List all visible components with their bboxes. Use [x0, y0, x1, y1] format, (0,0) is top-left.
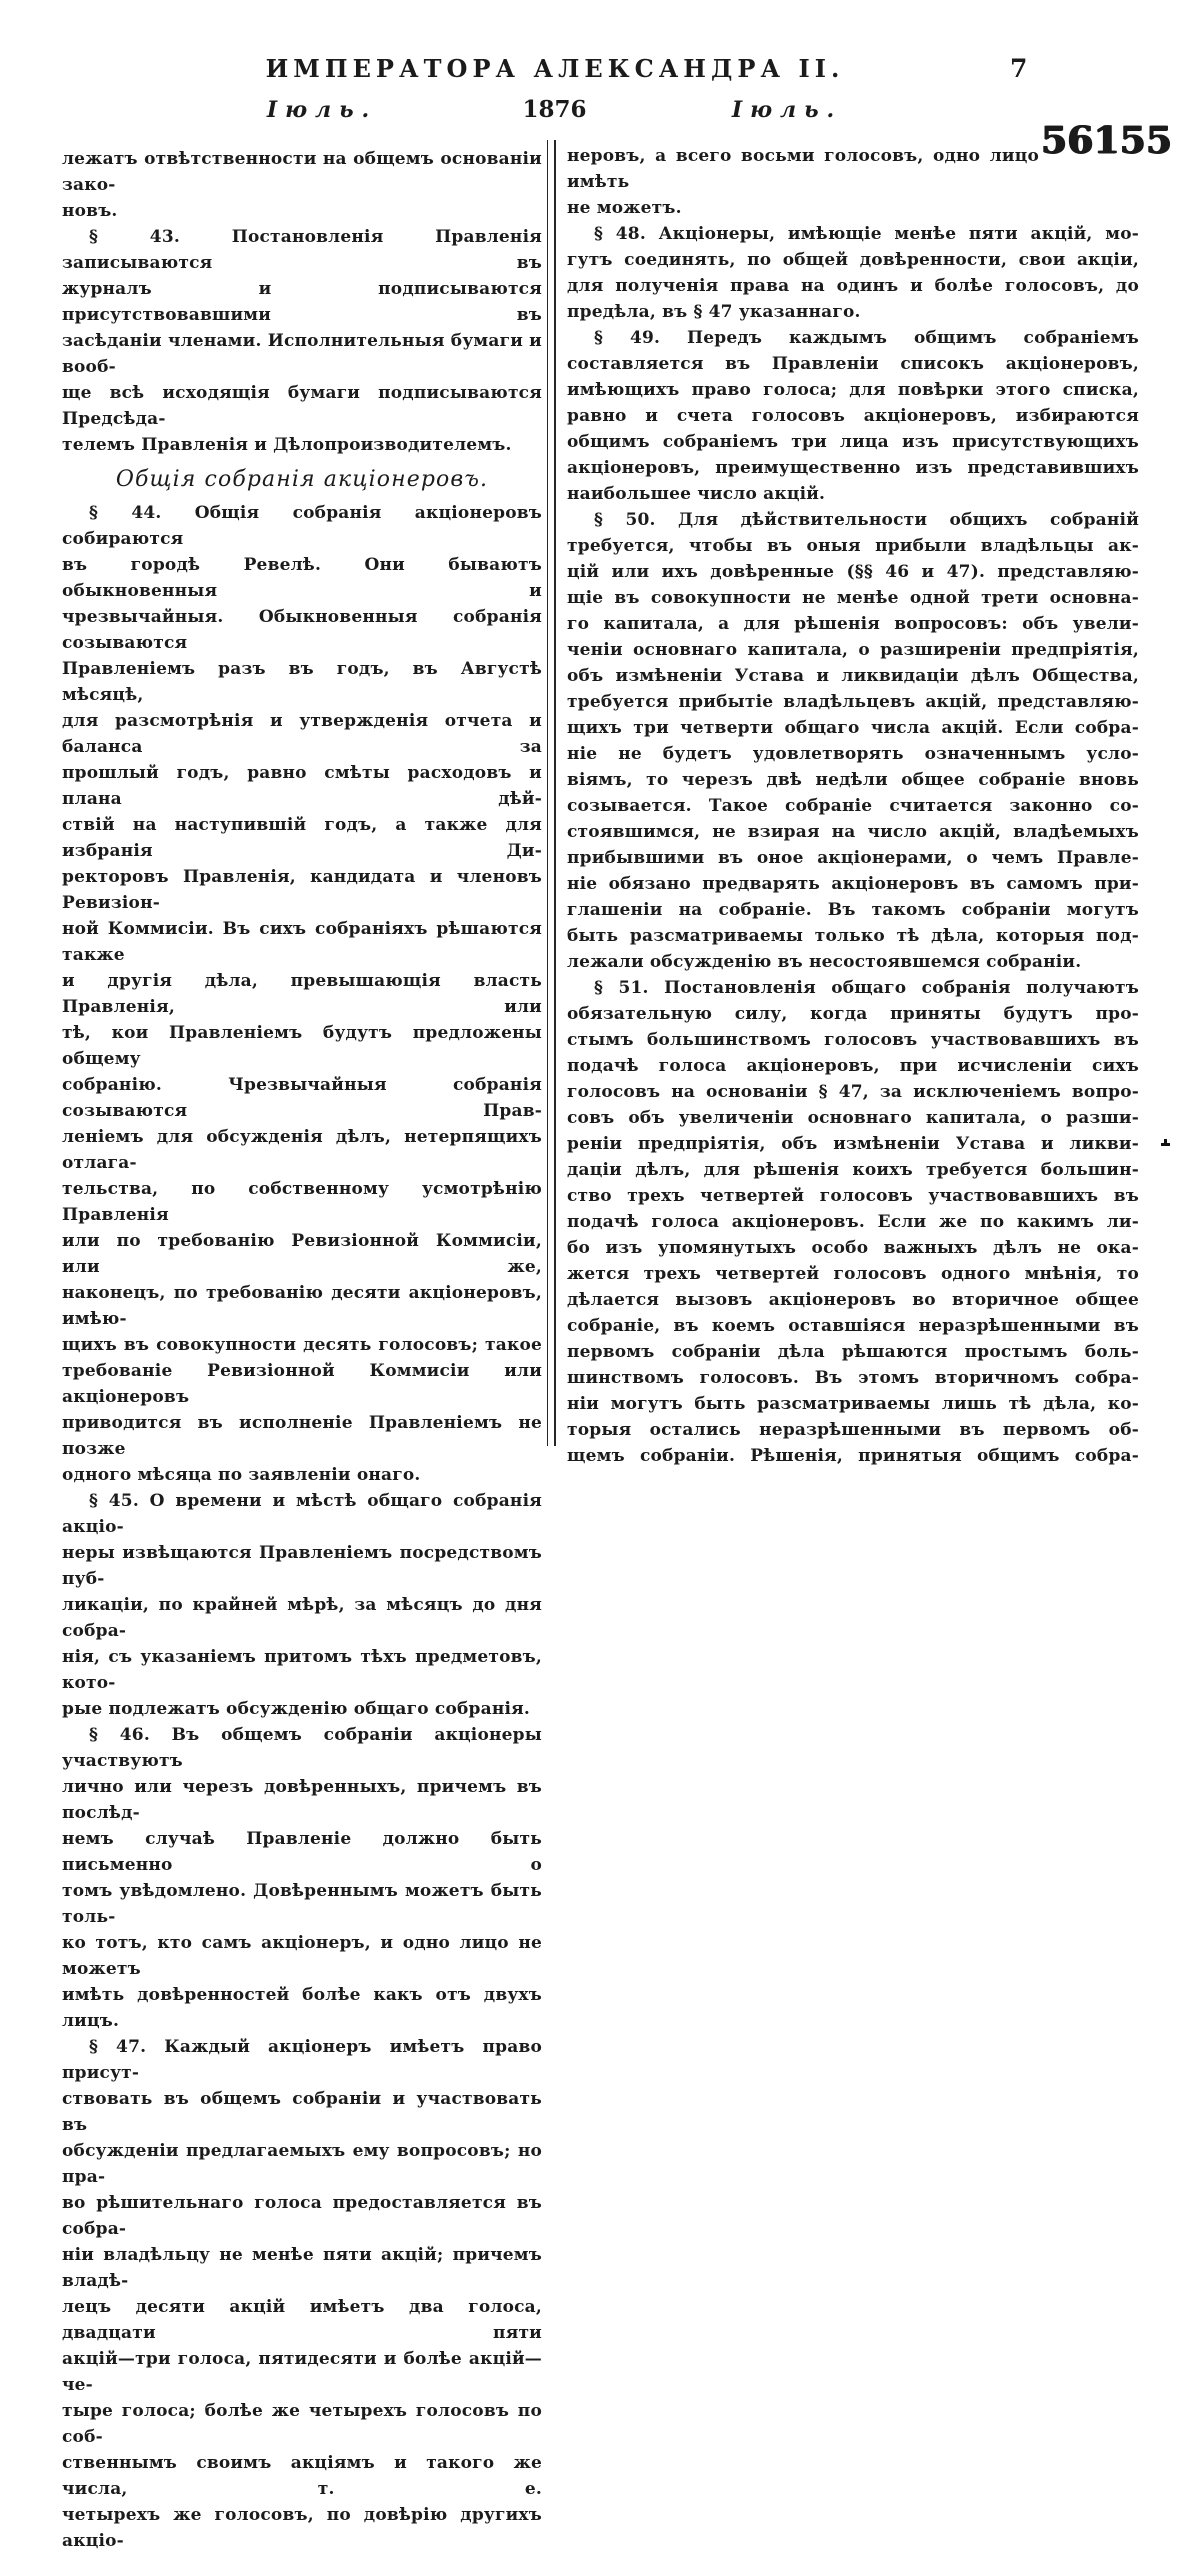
left-column — [62, 146, 542, 2551]
text-line: быть разсматриваемы только тѣ дѣла, которыя под- — [567, 926, 1139, 946]
text-line: § 45. О времени и мѣстѣ общаго собранія акціо- — [62, 1491, 542, 1537]
text-line: въ городѣ Ревелѣ. Они бываютъ обыкновенныя и — [62, 555, 542, 601]
text-line: журналъ и подписываются присутствовавшими въ — [62, 279, 542, 325]
text-line: Правленіемъ разъ въ годъ, въ Августѣ мѣсяцѣ, — [62, 659, 542, 705]
text-line: ной Коммисіи. Въ сихъ собраніяхъ рѣшаются также — [62, 919, 542, 965]
text-line: подачѣ голоса акціонеровъ. Если же по какимъ ли- — [567, 1212, 1139, 1232]
text-line: для полученія права на одинъ и болѣе голосовъ, до — [567, 276, 1139, 296]
stamp-number: 56155 — [1041, 118, 1173, 162]
text-line: ніе не будетъ удовлетворять означеннымъ усло- — [567, 744, 1139, 764]
text-line: ще всѣ исходящія бумаги подписываются Предсѣда- — [62, 383, 542, 429]
text-line: новъ. — [62, 201, 118, 221]
text-line: ко тотъ, кто самъ акціонеръ, и одно лицо не можетъ — [62, 1933, 542, 1979]
text-line: стоявшимся, не взирая на число акцій, владѣемыхъ — [567, 822, 1139, 842]
text-line: общимъ собраніемъ три лица изъ присутствующихъ — [567, 432, 1139, 452]
text-line: собраніе, въ коемъ оставшіяся неразрѣшенными въ — [567, 1316, 1139, 1336]
text-line: имѣющихъ право голоса; для повѣрки этого списка, — [567, 380, 1139, 400]
text-line: ликаціи, по крайней мѣрѣ, за мѣсяцъ до дня собра- — [62, 1595, 542, 1641]
text-line: цій или ихъ довѣренные (§§ 46 и 47). представляю- — [567, 562, 1139, 582]
text-line: § 44. Общія собранія акціонеровъ собираются — [62, 503, 542, 549]
text-line: щіе въ совокупности не менѣе одной трети основна- — [567, 588, 1139, 608]
right-column — [567, 143, 1139, 1466]
ink-speck — [1161, 1143, 1170, 1146]
text-line: торыя остались неразрѣшенными въ первомъ об- — [567, 1420, 1139, 1440]
text-line: бо изъ упомянутыхъ особо важныхъ дѣлъ не ока- — [567, 1238, 1139, 1258]
text-line: одного мѣсяца по заявленіи онаго. — [62, 1465, 421, 1485]
text-line: § 48. Акціонеры, имѣющіе менѣе пяти акцій, мо- — [594, 224, 1139, 244]
text-line: § 43. Постановленія Правленія записываются въ — [62, 227, 542, 273]
text-line: объ измѣненіи Устава и ликвидаціи дѣлъ Общества, — [567, 666, 1139, 686]
text-line: ніи владѣльцу не менѣе пяти акцій; причемъ владѣ- — [62, 2245, 542, 2291]
text-line: требуется прибытіе владѣльцевъ акцій, представляю- — [567, 692, 1139, 712]
text-line: не можетъ. — [567, 198, 682, 218]
text-line: голосовъ на основаніи § 47, за исключеніемъ вопро- — [567, 1082, 1139, 1102]
text-line: наконецъ, по требованію десяти акціонеровъ, имѣю- — [62, 1283, 542, 1329]
running-head-month-left: Іюль. — [266, 97, 378, 123]
text-line: щемъ собраніи. Рѣшенія, принятыя общимъ собра- — [567, 1446, 1139, 1466]
text-line: для разсмотрѣнія и утвержденія отчета и баланса за — [62, 711, 542, 757]
text-line: акціонеровъ, преимущественно изъ представившихъ — [567, 458, 1139, 478]
text-line: прибывшими въ оное акціонерами, о чемъ Правле- — [567, 848, 1139, 868]
text-line: тельства, по собственному усмотрѣнію Правленія — [62, 1179, 542, 1225]
text-line: віямъ, то черезъ двѣ недѣли общее собраніе вновь — [567, 770, 1139, 790]
text-line: § 50. Для дѣйствительности общихъ собраній — [594, 510, 1139, 530]
text-line: лецъ десяти акцій имѣетъ два голоса, двадцати пяти — [62, 2297, 542, 2343]
text-line: лежатъ отвѣтственности на общемъ основаніи зако- — [62, 149, 542, 195]
text-line: приводится въ исполненіе Правленіемъ не позже — [62, 1413, 542, 1459]
text-line: четырехъ же голосовъ, по довѣрію другихъ акціо- — [62, 2505, 542, 2551]
text-line: тыре голоса; болѣе же четырехъ голосовъ по соб- — [62, 2401, 542, 2447]
text-line: ніи могутъ быть разсматриваемы лишь тѣ дѣла, ко- — [567, 1394, 1139, 1414]
page-title: ИМПЕРАТОРА АЛЕКСАНДРА II. — [265, 54, 845, 83]
text-line: глашеніи на собраніе. Въ такомъ собраніи могутъ — [567, 900, 1139, 920]
text-line: лежали обсужденію въ несостоявшемся собраніи. — [567, 952, 1082, 972]
text-line: акцій—три голоса, пятидесяти и болѣе акцій—че- — [62, 2349, 542, 2395]
text-line: стымъ большинствомъ голосовъ участвовавшихъ въ — [567, 1030, 1139, 1050]
text-line: подачѣ голоса акціонеровъ, при исчисленіи сихъ — [567, 1056, 1139, 1076]
text-line: § 46. Въ общемъ собраніи акціонеры участвуютъ — [62, 1725, 542, 1771]
text-line: созывается. Такое собраніе считается законно со- — [567, 796, 1139, 816]
text-line: § 49. Передъ каждымъ общимъ собраніемъ — [594, 328, 1139, 348]
column-divider-rule — [547, 140, 556, 1446]
text-line: немъ случаѣ Правленіе должно быть письменно о — [62, 1829, 542, 1875]
text-line: рые подлежатъ обсужденію общаго собранія. — [62, 1699, 530, 1719]
text-line: совъ объ увеличеніи основнаго капитала, о разши- — [567, 1108, 1139, 1128]
text-line: чрезвычайныя. Обыкновенныя собранія созываются — [62, 607, 542, 653]
text-line: ствій на наступившій годъ, а также для избранія Ди- — [62, 815, 542, 861]
text-line: дѣлается вызовъ акціонеровъ во вторичное общее — [567, 1290, 1139, 1310]
text-line: тѣ, кои Правленіемъ будутъ предложены общему — [62, 1023, 542, 1069]
text-line: щихъ три четверти общаго числа акцій. Если собра- — [567, 718, 1139, 738]
text-line: предѣла, въ § 47 указаннаго. — [567, 302, 861, 322]
text-line: ствовать въ общемъ собраніи и участвовать въ — [62, 2089, 542, 2135]
text-line: щихъ въ совокупности десять голосовъ; такое — [62, 1335, 542, 1355]
running-head-year: 1876 — [522, 96, 587, 123]
text-line: лично или черезъ довѣренныхъ, причемъ въ послѣд- — [62, 1777, 542, 1823]
text-line: требуется, чтобы въ оныя прибыли владѣльцы ак- — [567, 536, 1139, 556]
running-head-month-right: Іюль. — [731, 97, 843, 123]
text-line: равно и счета голосовъ акціонеровъ, избираются — [567, 406, 1139, 426]
text-line: требованіе Ревизіонной Коммисіи или акціонеровъ — [62, 1361, 542, 1407]
text-line: обсужденіи предлагаемыхъ ему вопросовъ; но пра- — [62, 2141, 542, 2187]
text-line: обязательную силу, когда приняты будутъ про- — [567, 1004, 1139, 1024]
text-line: ченіи основнаго капитала, о разширеніи предпріятія, — [567, 640, 1139, 660]
text-line: телемъ Правленія и Дѣлопроизводителемъ. — [62, 435, 512, 455]
text-line: составляется въ Правленіи списокъ акціонеровъ, — [567, 354, 1139, 374]
text-line: шинствомъ голосовъ. Въ этомъ вторичномъ собра- — [567, 1368, 1139, 1388]
text-line: нія, съ указаніемъ притомъ тѣхъ предметовъ, кото- — [62, 1647, 542, 1693]
text-line: § 51. Постановленія общаго собранія получаютъ — [594, 978, 1139, 998]
text-line: ство трехъ четвертей голосовъ участвовавшихъ въ — [567, 1186, 1139, 1206]
text-line: и другія дѣла, превышающія власть Правленія, или — [62, 971, 542, 1017]
text-line: леніемъ для обсужденія дѣлъ, нетерпящихъ отлага- — [62, 1127, 542, 1173]
text-line: первомъ собраніи дѣла рѣшаются простымъ боль- — [567, 1342, 1139, 1362]
text-line: ственнымъ своимъ акціямъ и такого же числа, т. е. — [62, 2453, 542, 2499]
text-line: наибольшее число акцій. — [567, 484, 826, 504]
text-line: неровъ, а всего восьми голосовъ, одно лицо имѣть — [567, 146, 1039, 192]
section-heading: Общія собранія акціонеровъ. — [115, 467, 489, 492]
text-line: засѣданіи членами. Исполнительныя бумаги и вооб- — [62, 331, 542, 377]
text-line: ректоровъ Правленія, кандидата и членовъ Ревизіон- — [62, 867, 542, 913]
text-line: собранію. Чрезвычайныя собранія созываются Прав- — [62, 1075, 542, 1121]
text-line: во рѣшительнаго голоса предоставляется въ собра- — [62, 2193, 542, 2239]
text-line: или по требованію Ревизіонной Коммисіи, или же, — [62, 1231, 542, 1277]
text-line: гутъ соединять, по общей довѣренности, свои акціи, — [567, 250, 1139, 270]
page-number: 7 — [1010, 54, 1028, 83]
text-line: го капитала, а для рѣшенія вопросовъ: объ увели- — [567, 614, 1139, 634]
text-line: жется трехъ четвертей голосовъ одного мнѣнія, то — [567, 1264, 1139, 1284]
text-line: неры извѣщаются Правленіемъ посредствомъ пуб- — [62, 1543, 542, 1589]
text-line: имѣть довѣренностей болѣе какъ отъ двухъ лицъ. — [62, 1985, 542, 2031]
text-line: даціи дѣлъ, для рѣшенія коихъ требуется большин- — [567, 1160, 1139, 1180]
text-line: реніи предпріятія, объ измѣненіи Устава и ликви- — [567, 1134, 1139, 1154]
text-line: прошлый годъ, равно смѣты расходовъ и плана дѣй- — [62, 763, 542, 809]
text-line: § 47. Каждый акціонеръ имѣетъ право присут- — [62, 2037, 542, 2083]
text-line: томъ увѣдомлено. Довѣреннымъ можетъ быть толь- — [62, 1881, 542, 1927]
text-line: ніе обязано предварять акціонеровъ въ самомъ при- — [567, 874, 1139, 894]
